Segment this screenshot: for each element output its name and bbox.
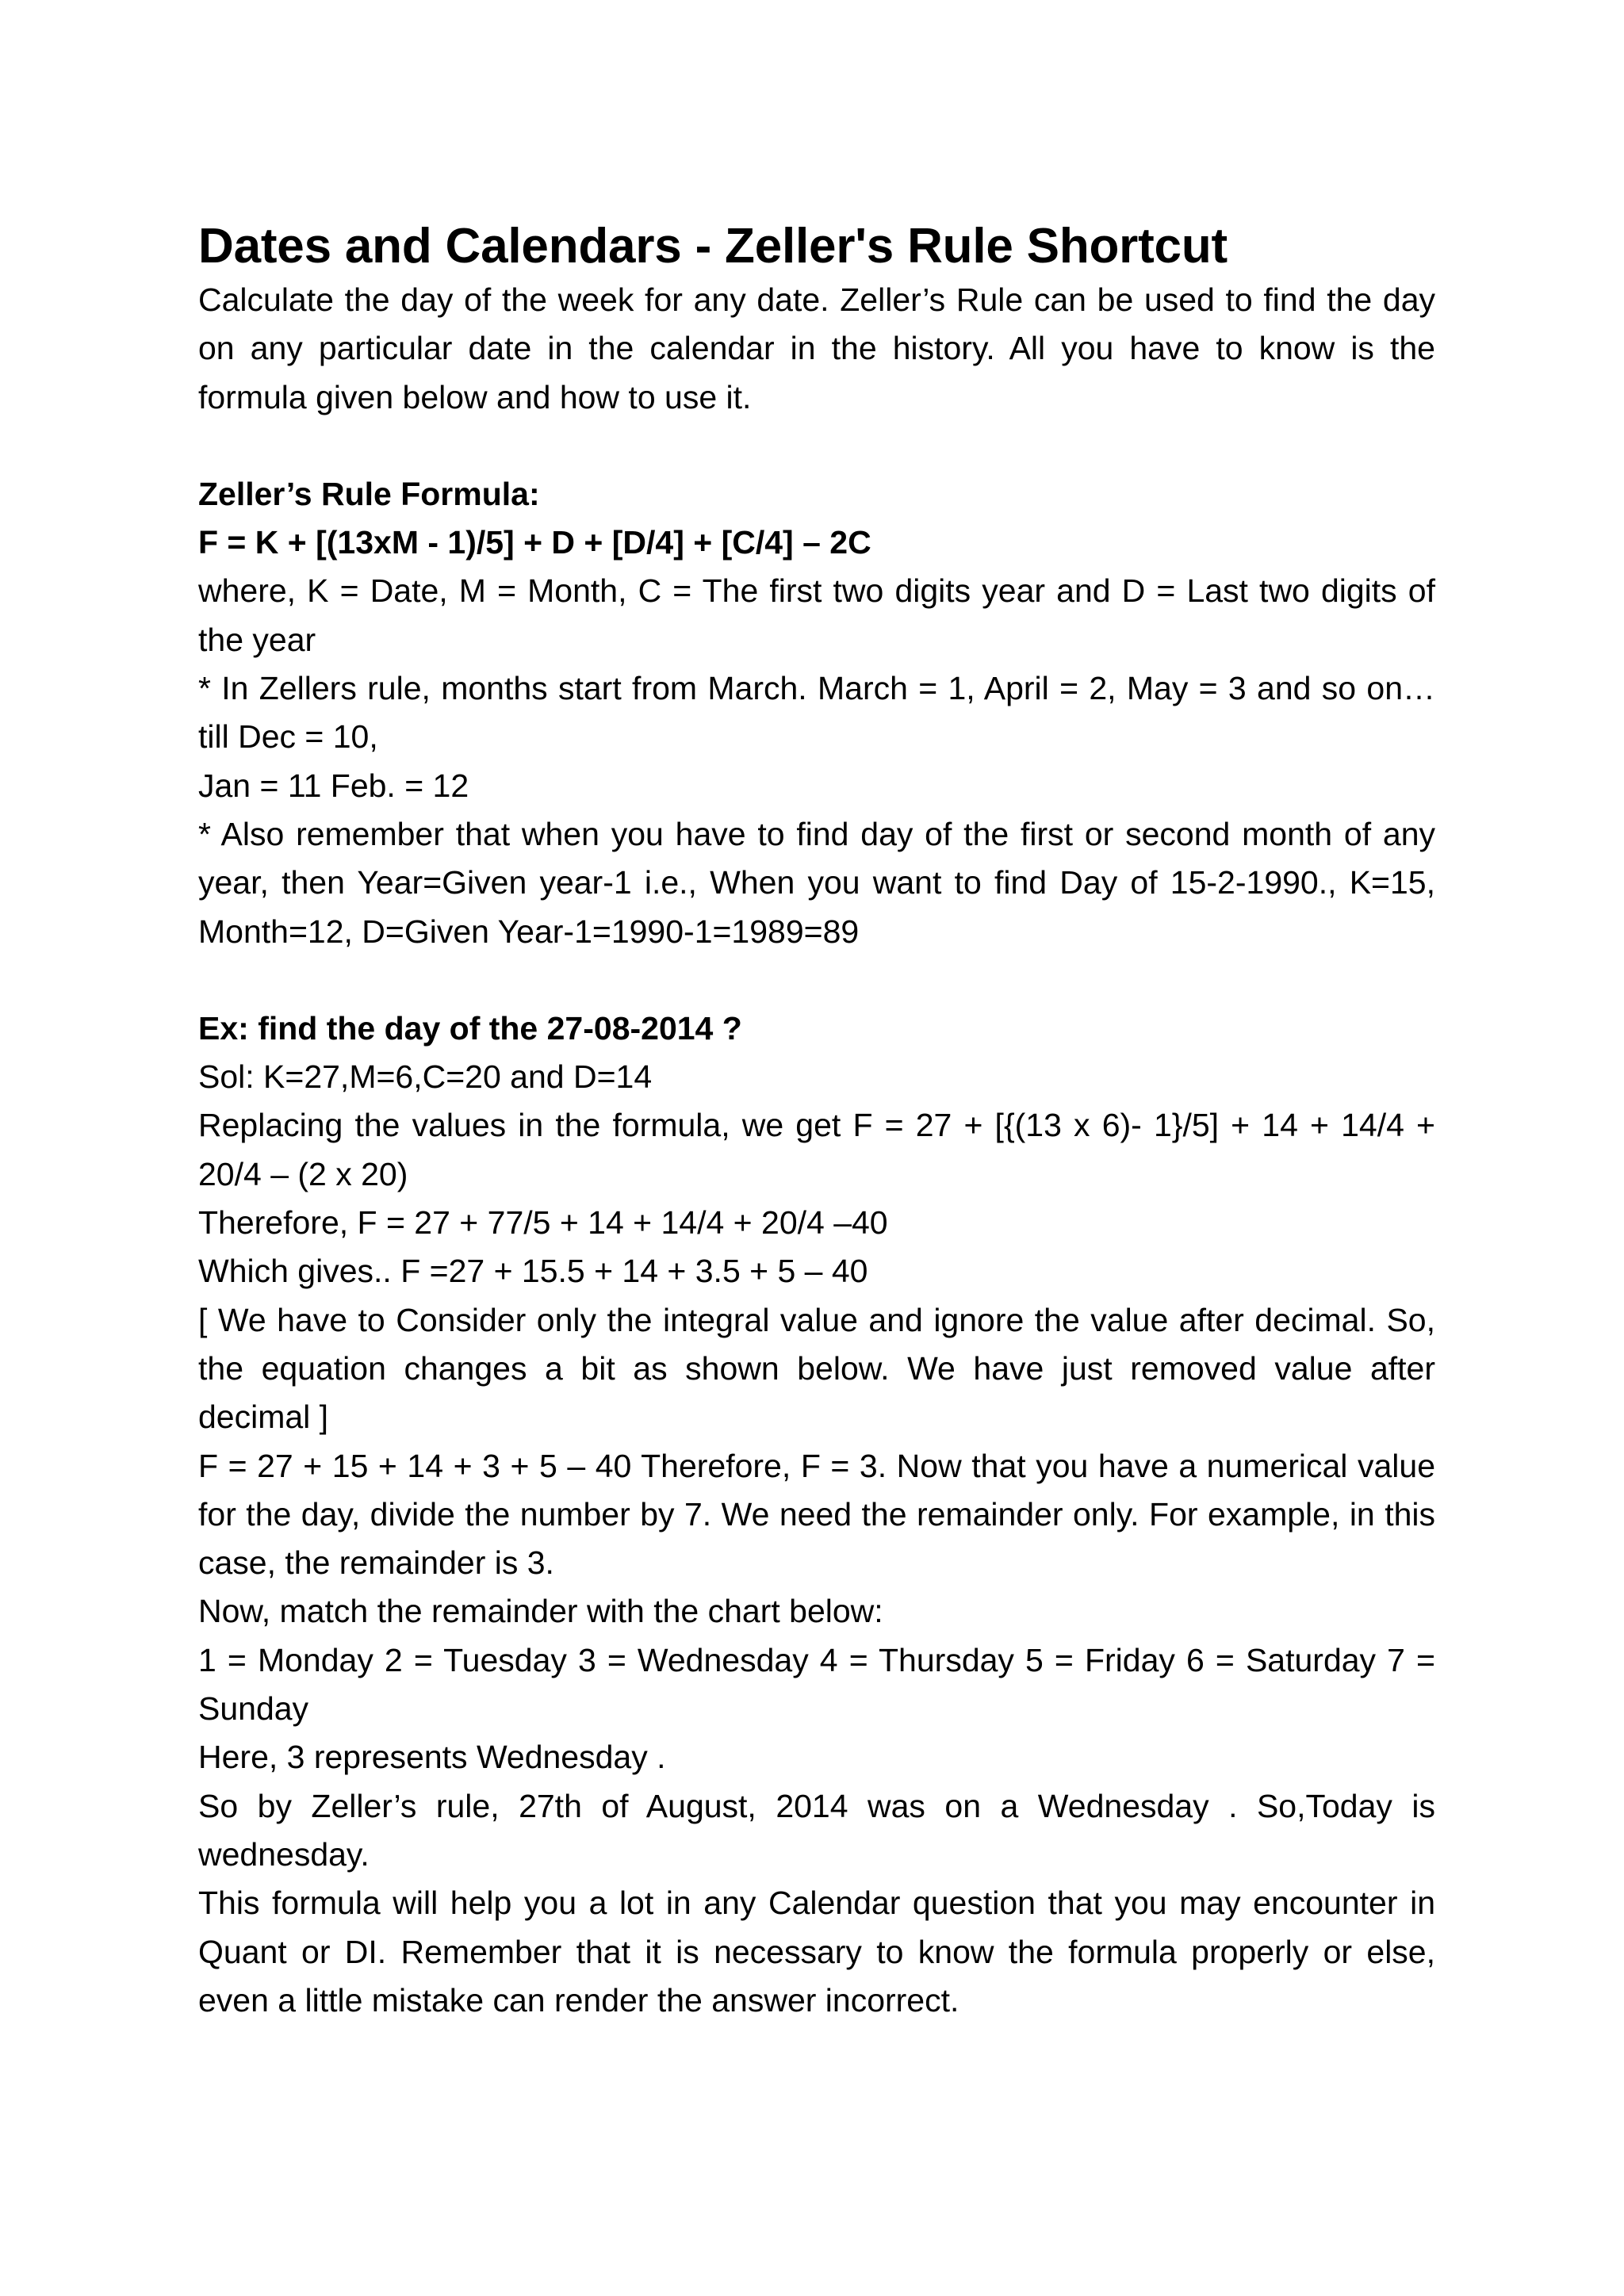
match-line: Now, match the remainder with the chart below: <box>198 1593 883 1630</box>
year-note: * Also remember that when you have to find day of the first or second month of any year, then Year=Given year-1 i.e., When you want to find Day of 15-2-1990., K=15, Month=12, D=Given Year-1=1990-1=1989=89 <box>198 815 1435 950</box>
document-page <box>198 214 1435 2025</box>
intro-paragraph: Calculate the day of the week for any date. Zeller’s Rule can be used to find the day on any particular date in the calendar in the history. All you have to know is the formula given below and how to use it. <box>198 281 1435 415</box>
closing-paragraph: This formula will help you a lot in any Calendar question that you may encounter in Quant or DI. Remember that it is necessary to know the formula properly or else, even a little mistake can render the answer incorrect. <box>198 1885 1435 2019</box>
conclusion-paragraph: So by Zeller’s rule, 27th of August, 2014 was on a Wednesday . So,Today is wednesday. <box>198 1787 1435 1873</box>
formula-heading: Zeller’s Rule Formula: <box>198 475 540 512</box>
where-paragraph: where, K = Date, M = Month, C = The first two digits year and D = Last two digits of the year <box>198 572 1435 658</box>
months-note: * In Zellers rule, months start from March. March = 1, April = 2, May = 3 and so on… till Dec = 10, <box>198 670 1435 756</box>
bracket-note: [ We have to Consider only the integral value and ignore the value after decimal. So, the equation changes a bit as shown below. We have just removed value after decimal ] <box>198 1301 1435 1436</box>
spacer <box>198 422 1435 470</box>
page-title: Dates and Calendars - Zeller's Rule Shortcut <box>198 219 1228 274</box>
replacing-paragraph: Replacing the values in the formula, we get F = 27 + [{(13 x 6)- 1}/5] + 14 + 14/4 + 20/4 – (2 x 20) <box>198 1107 1435 1192</box>
here-line: Here, 3 represents Wednesday . <box>198 1739 666 1776</box>
final-equation-paragraph: F = 27 + 15 + 14 + 3 + 5 – 40 Therefore, F = 3. Now that you have a numerical value for the day, divide the number by 7. We need the remainder only. For example, in this case, the remainder is 3. <box>198 1447 1435 1582</box>
spacer <box>198 956 1435 1004</box>
weekday-chart: 1 = Monday 2 = Tuesday 3 = Wednesday 4 = Thursday 5 = Friday 6 = Saturday 7 = Sunday <box>198 1641 1435 1728</box>
formula-text: F = K + [(13xM - 1)/5] + D + [D/4] + [C/4] – 2C <box>198 524 871 561</box>
which-gives-line: Which gives.. F =27 + 15.5 + 14 + 3.5 + 5 – 40 <box>198 1253 868 1290</box>
jan-feb-line: Jan = 11 Feb. = 12 <box>198 767 469 804</box>
example-heading: Ex: find the day of the 27-08-2014 ? <box>198 1009 742 1047</box>
solution-line: Sol: K=27,M=6,C=20 and D=14 <box>198 1058 653 1096</box>
therefore-line: Therefore, F = 27 + 77/5 + 14 + 14/4 + 20/4 –40 <box>198 1204 888 1242</box>
